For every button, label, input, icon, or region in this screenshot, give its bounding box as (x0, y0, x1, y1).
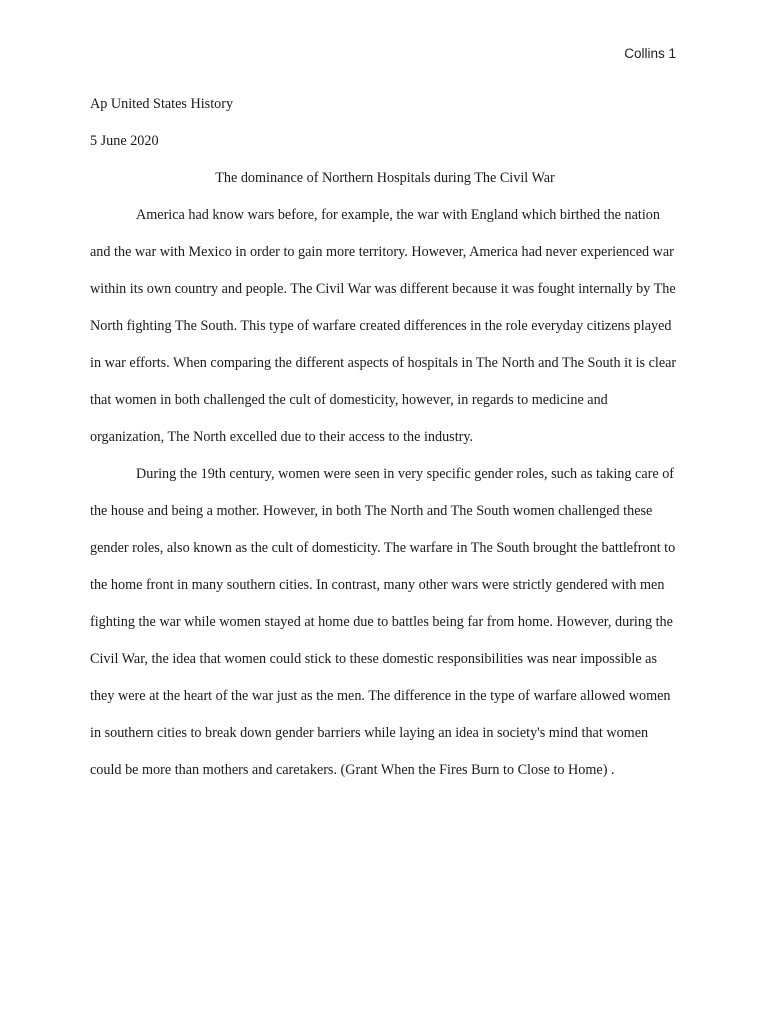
essay-date: 5 June 2020 (90, 133, 159, 149)
paragraph-2: During the 19th century, women were seen in very specific gender roles, such as taking care of the house and being a mother. However, in both The North and The South women challenged these gender roles, also known as the cult of domesticity. The warfare in The South brought the battlefront to the home front in many southern cities. In contrast, many other wars were strictly gendered with men fighting the war while women stayed at home due to battles being far from home. However, during the Civil War, the idea that women could stick to these domestic responsibilities was near impossible as they were at the heart of the war just as the men. The difference in the type of warfare allowed women in southern cities to break down gender barriers while laying an idea in society's mind that women could be more than mothers and caretakers. (Grant When the Fires Burn to Close to Home) . (90, 466, 676, 778)
essay-body (90, 86, 680, 789)
running-head: Collins 1 (624, 46, 676, 61)
course-name: Ap United States History (90, 96, 234, 112)
essay-title: The dominance of Northern Hospitals during The Civil War (215, 170, 555, 186)
paragraph-1: America had know wars before, for example, the war with England which birthed the nation and the war with Mexico in order to gain more territory. However, America had never experienced war within its own country and people. The Civil War was different because it was fought internally by The North fighting The South. This type of warfare created differences in the role everyday citizens played in war efforts. When comparing the different aspects of hospitals in The North and The South it is clear that women in both challenged the cult of domesticity, however, in regards to medicine and organization, The North excelled due to their access to the industry. (90, 207, 677, 445)
